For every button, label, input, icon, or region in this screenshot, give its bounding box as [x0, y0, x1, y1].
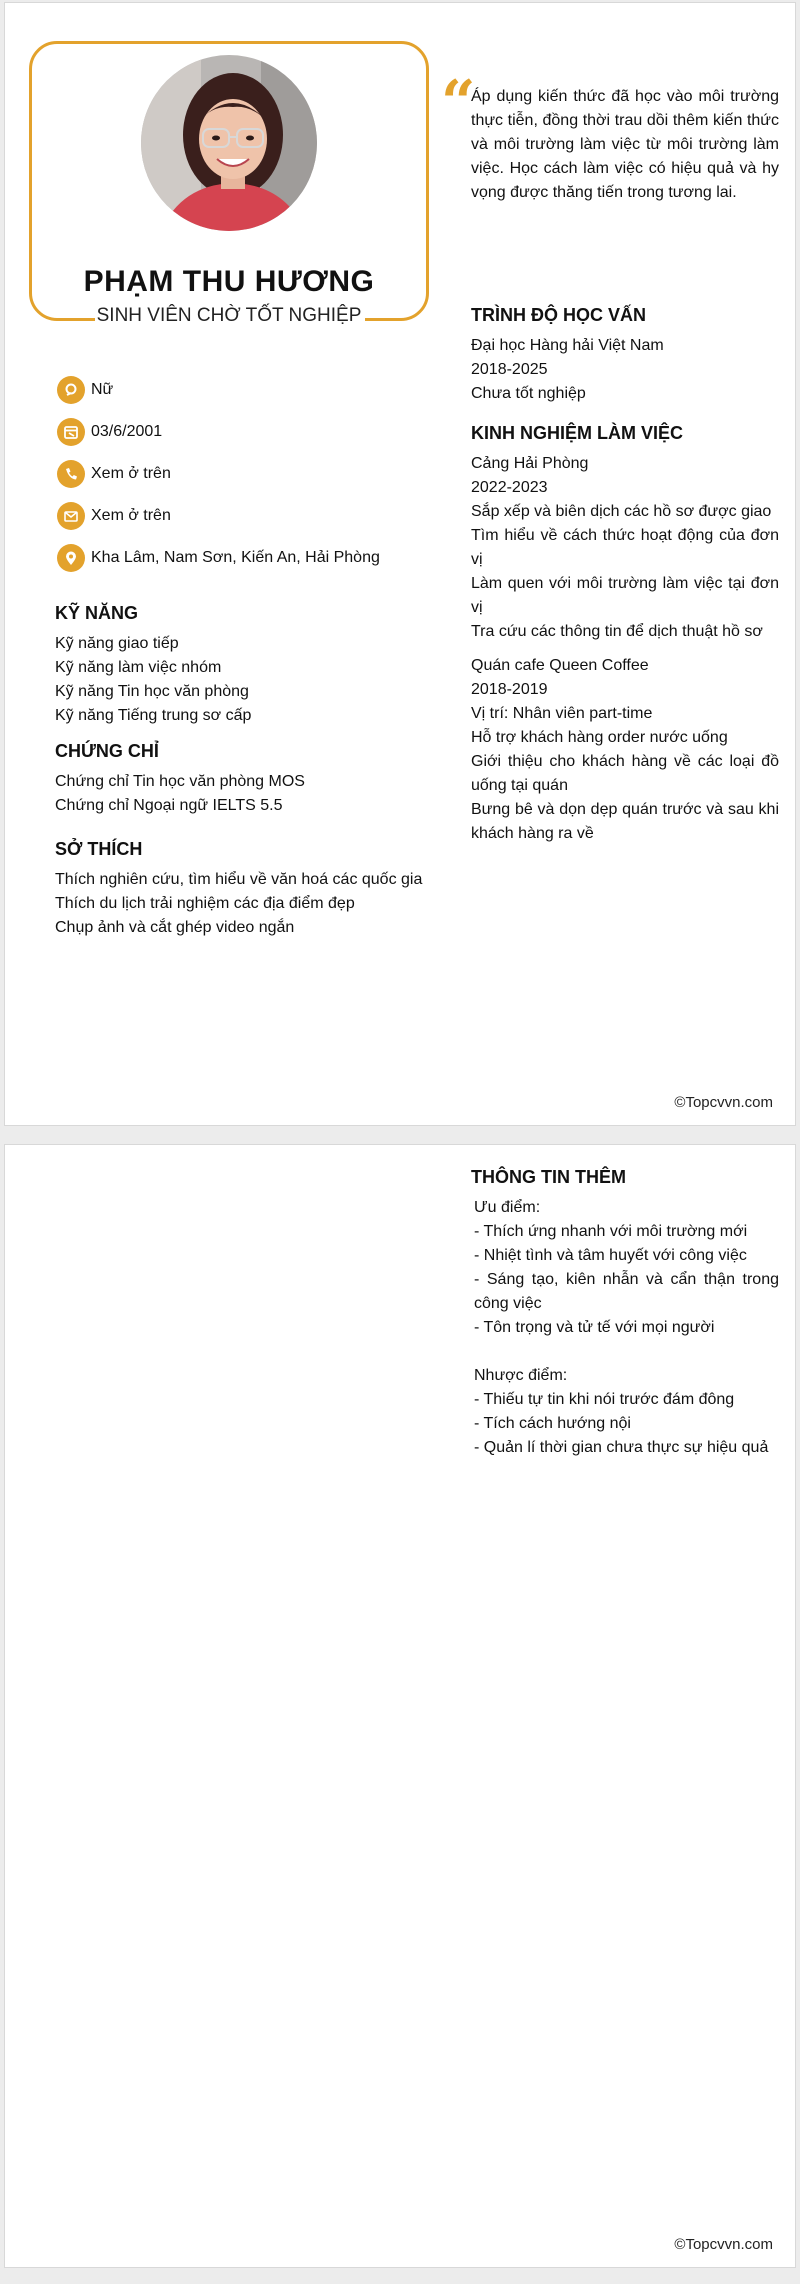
job-duty: Tra cứu các thông tin để dịch thuật hồ sơ: [471, 623, 763, 640]
hobby-item: Thích nghiên cứu, tìm hiểu về văn hoá các quốc gia: [55, 871, 423, 888]
calendar-icon: [57, 418, 85, 446]
contact-birthday: [57, 411, 437, 453]
additional-info-title: THÔNG TIN THÊM: [471, 1167, 626, 1187]
cons-item: - Quản lí thời gian chưa thực sự hiệu quả: [474, 1439, 769, 1456]
certificates-title: CHỨNG CHỈ: [55, 741, 159, 761]
education-school: Đại học Hàng hải Việt Nam: [471, 337, 664, 354]
job-duty: Hỗ trợ khách hàng order nước uống: [471, 729, 728, 746]
hobbies-section: [55, 839, 435, 940]
resume-page-1: [4, 2, 796, 1126]
contact-address: [57, 537, 437, 579]
pros-item: - Tôn trọng và tử tế với mọi người: [474, 1319, 715, 1336]
pros-item: - Thích ứng nhanh với môi trường mới: [474, 1223, 748, 1240]
certificate-item: Chứng chỉ Ngoại ngữ IELTS 5.5: [55, 797, 283, 814]
gender-text: Nữ: [91, 381, 114, 398]
job-duty: Giới thiệu cho khách hàng về các loại đồ uống tại quán: [471, 753, 779, 794]
pros-item: - Nhiệt tình và tâm huyết với công việc: [474, 1247, 747, 1264]
email-text: Xem ở trên: [91, 507, 171, 524]
birthday-text: 03/6/2001: [91, 423, 163, 440]
job-entry: [471, 654, 779, 846]
contact-gender: [57, 369, 437, 411]
job-period: 2022-2023: [471, 479, 548, 496]
education-section: [471, 305, 779, 406]
quote-icon: “: [441, 68, 476, 138]
phone-text: Xem ở trên: [91, 465, 171, 482]
experience-title: KINH NGHIỆM LÀM VIỆC: [471, 423, 684, 443]
job-company: Cảng Hải Phòng: [471, 455, 589, 472]
pros-item: - Sáng tạo, kiên nhẫn và cẩn thận trong công việc: [474, 1271, 779, 1312]
career-objective: Áp dụng kiến thức đã học vào môi trường thực tiễn, đồng thời trau dồi thêm kiến thức và môi trường làm việc từ môi trường làm việc. Học cách làm việc có hiệu quả và hy vọng được thăng tiến trong tương lai.: [471, 88, 779, 201]
job-duty: Tìm hiểu về cách thức hoạt động của đơn vị: [471, 527, 779, 568]
cons-label: Nhược điểm:: [474, 1367, 568, 1384]
candidate-title: SINH VIÊN CHỜ TỐT NGHIỆP: [96, 305, 362, 326]
gender-icon: [57, 376, 85, 404]
resume-page-2: [4, 1144, 796, 2268]
location-icon: [57, 544, 85, 572]
hobbies-title: SỞ THÍCH: [55, 839, 143, 859]
cons-item: - Tích cách hướng nội: [474, 1415, 631, 1432]
hobby-item: Chụp ảnh và cắt ghép video ngắn: [55, 919, 295, 936]
additional-info-body: [471, 1196, 779, 1460]
education-title: TRÌNH ĐỘ HỌC VẤN: [471, 305, 646, 325]
contact-phone: [57, 453, 437, 495]
experience-section: [471, 423, 779, 846]
skill-item: Kỹ năng giao tiếp: [55, 635, 179, 652]
contact-email: [57, 495, 437, 537]
job-period: 2018-2019: [471, 681, 548, 698]
address-text: Kha Lâm, Nam Sơn, Kiến An, Hải Phòng: [91, 549, 380, 566]
phone-icon: [57, 460, 85, 488]
spacer: [474, 1340, 779, 1364]
job-duty: Sắp xếp và biên dịch các hồ sơ được giao: [471, 503, 772, 520]
job-duty: Vị trí: Nhân viên part-time: [471, 705, 653, 722]
education-status: Chưa tốt nghiệp: [471, 385, 586, 402]
job-duty: Bưng bê và dọn dẹp quán trước và sau khi khách hàng ra về: [471, 801, 779, 842]
candidate-name: PHẠM THU HƯƠNG: [83, 265, 375, 298]
additional-info-section: [471, 1167, 779, 1460]
email-icon: [57, 502, 85, 530]
education-period: 2018-2025: [471, 361, 548, 378]
job-company: Quán cafe Queen Coffee: [471, 657, 649, 674]
job-entry: [471, 452, 779, 644]
skills-title: KỸ NĂNG: [55, 603, 139, 623]
footer-credit: ©Topcvvn.com: [674, 2236, 773, 2253]
job-duty: Làm quen với môi trường làm việc tại đơn vị: [471, 575, 779, 616]
certificates-section: [55, 741, 435, 818]
contact-list: [57, 369, 437, 579]
footer-credit: ©Topcvvn.com: [674, 1094, 773, 1111]
certificate-item: Chứng chỉ Tin học văn phòng MOS: [55, 773, 305, 790]
profile-photo: [141, 55, 317, 231]
skill-item: Kỹ năng làm việc nhóm: [55, 659, 222, 676]
cons-item: - Thiếu tự tin khi nói trước đám đông: [474, 1391, 735, 1408]
skills-section: [55, 603, 435, 728]
hobby-item: Thích du lịch trải nghiệm các địa điểm đẹp: [55, 895, 355, 912]
skill-item: Kỹ năng Tiếng trung sơ cấp: [55, 707, 252, 724]
skill-item: Kỹ năng Tin học văn phòng: [55, 683, 249, 700]
pros-label: Ưu điểm:: [474, 1199, 541, 1216]
